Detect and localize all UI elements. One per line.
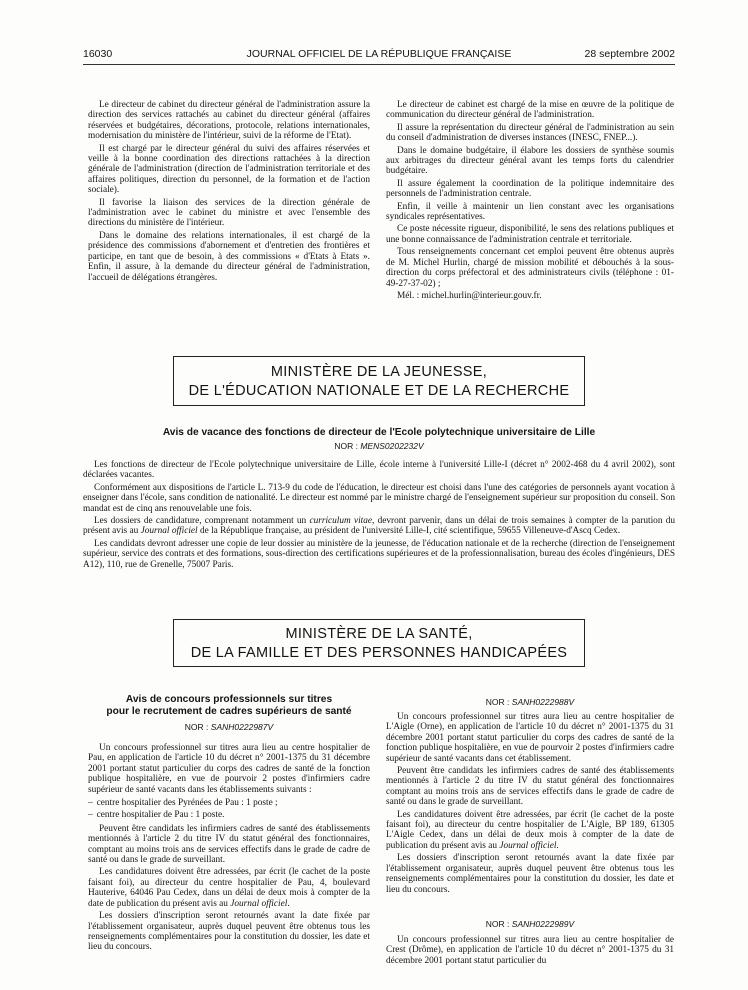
paragraph: Les dossiers d'inscription seront retournés avant la date fixée par l'établissement organisateur, auprès duquel peuvent être obtenus tous les renseignements complémentaires pour la constitution du dossier, les date et lieu du concours. — [386, 853, 674, 895]
paragraph: Il assure également la coordination de la politique indemnitaire des personnels de l'administration centrale. — [386, 178, 674, 200]
paragraph: Les fonctions de directeur de l'Ecole polytechnique universitaire de Lille, école interne à l'université Lille-I (décret n° 2002-468 du 4 avril 2002), sont déclarées vacantes. — [83, 460, 675, 481]
paragraph: Peuvent être candidats les infirmiers cadres de santé des établissements mentionnés à l'article 2 du titre IV du statut général des fonctionnaires comptant au moins trois ans de services effectifs dans le grade de cadre de santé ou dans le grade de surveillant. — [386, 766, 674, 808]
list-item-text: centre hospitalier de Pau : 1 poste. — [96, 810, 225, 821]
paragraph — [88, 867, 370, 909]
title-line: Avis de concours professionnels sur titres — [125, 694, 333, 705]
page-header — [83, 48, 675, 62]
ministry-heading-education — [173, 356, 585, 406]
list-item — [88, 810, 370, 820]
title-line: pour le recrutement de cadres supérieurs de santé — [106, 706, 352, 717]
nor-code: MENS0202232V — [360, 441, 424, 451]
nor-reference — [386, 919, 674, 929]
paragraph — [83, 516, 675, 537]
text-run: Les dossiers de candidature, comprenant notamment un — [94, 516, 310, 527]
notice-title — [88, 694, 370, 718]
nor-reference — [88, 722, 370, 732]
text-run: , devront parvenir, dans un délai de trois semaines à compter de la parution du présent avis au — [83, 516, 675, 537]
notice-title: Avis de vacance des fonctions de directeur de l'Ecole polytechnique universitaire de Lille — [162, 427, 596, 438]
nor-code: SANH0222988V — [511, 697, 575, 707]
list-dash: – — [88, 798, 93, 809]
nor-label: NOR : — [334, 441, 358, 451]
ministry-line: MINISTÈRE DE LA SANTÉ, — [285, 626, 473, 642]
paragraph: Peuvent être candidats les infirmiers cadres de santé des établissements mentionnés à l'article 2 du titre IV du statut général des fonctionnaires, comptant au moins trois ans de services effectifs dans le grade de cadre de santé ou dans le grade de surveillant. — [88, 823, 370, 866]
paragraph: Un concours professionnel sur titres aura lieu au centre hospitalier de Pau, en application de l'article 10 du décret n° 2001-1375 du 31 décembre 2001 portant statut particulier du corps des cadres de santé de la fonction publique hospitalière, en vue de pourvoir 2 postes d'infirmiers cadre supérieur de santé vacants dans les établissements suivants : — [88, 743, 370, 795]
top-left-column — [88, 100, 370, 285]
nor-reference — [386, 697, 674, 707]
ministry-heading-health — [173, 619, 585, 667]
nor-reference — [83, 441, 675, 451]
email-line: Mél. : michel.hurlin@interieur.gouv.fr. — [397, 290, 542, 301]
notice-body-right-continued — [386, 935, 674, 968]
paragraph: Un concours professionnel sur titres aura lieu au centre hospitalier de Crest (Drôme), en application de l'article 10 du décret n° 2001-1375 du 31 décembre 2001 portant statut particulier du — [386, 935, 674, 966]
notice-body-left — [88, 743, 370, 955]
nor-label: NOR : — [184, 722, 209, 732]
paragraph: Dans le domaine des relations internationales, il est chargé de la présidence des commissions d'abornement et d'entretien des frontières et participe, en tant que de besoin, à des commissions « d'Etats à Etats ». Enfin, il assure, à la demande du directeur général de l'administration, l'accueil de délégations étrangères. — [88, 230, 370, 283]
paragraph: Le directeur de cabinet est chargé de la mise en œuvre de la politique de communication du directeur général de l'administration. — [386, 100, 674, 121]
page-number: 16030 — [83, 48, 113, 60]
list-item — [88, 798, 370, 808]
paragraph: Il est chargé par le directeur général du suivi des affaires réservées et veille à la bonne coordination des directions rattachées à la direction générale de l'administration (direction de l'administration territoriale et des affaires politiques, direction du personnel, de la formation et de l'action sociale). — [88, 143, 370, 196]
ministry-line: DE L'ÉDUCATION NATIONALE ET DE LA RECHERCHE — [188, 383, 570, 399]
nor-code: SANH0222989V — [511, 919, 575, 929]
nor-code: SANH0222987V — [210, 722, 274, 732]
header-rule — [83, 64, 675, 65]
paragraph: Tous renseignements concernant cet emploi peuvent être obtenus auprès de M. Michel Hurlin, chargé de mission mobilité et débouchés à la sous-direction du corps préfectoral et des administrateurs civils (téléphone : 01-49-27-37-02) ; — [386, 247, 674, 289]
ministry-line: DE LA FAMILLE ET DES PERSONNES HANDICAPÉES — [190, 645, 568, 661]
top-right-column — [386, 100, 674, 303]
italic-run: curriculum vitae — [309, 516, 373, 527]
ministry-line: MINISTÈRE DE LA JEUNESSE, — [270, 364, 488, 380]
paragraph: Dans le domaine budgétaire, il élabore les dossiers de synthèse soumis aux arbitrages du directeur général avant les temps forts du calendrier budgétaire. — [386, 145, 674, 177]
notice-body-right — [386, 712, 674, 897]
paragraph — [386, 810, 674, 852]
paragraph: Enfin, il veille à maintenir un lien constant avec les organisations syndicales représentatives. — [386, 201, 674, 223]
list-item-text: centre hospitalier des Pyrénées de Pau : 1 poste ; — [96, 798, 278, 809]
paragraph: Il assure la représentation du directeur général de l'administration au sein du conseil d'administration de diverses instances (INESC, FNEP...). — [386, 122, 674, 144]
text-run: Les candidatures doivent être adressées, par écrit (le cachet de la poste faisant foi), au directeur du centre hospitalier de L'Aigle, BP 189, 61305 L'Aigle Cedex, dans un délai de deux mois à compter de la date de publication du présent avis au — [386, 809, 674, 851]
paragraph: Les dossiers d'inscription seront retournés avant la date fixée par l'établissement organisateur, auprès duquel peuvent être obtenus tous les renseignements complémentaires pour la constitution du dossier, les date et lieu du concours. — [88, 911, 370, 953]
paragraph: Un concours professionnel sur titres aura lieu au centre hospitalier de L'Aigle (Orne), en application de l'article 10 du décret n° 2001-1375 du 31 décembre 2001 portant statut particulier du corps des cadres de santé de la fonction publique hospitalière, en vue de pourvoir 2 postes d'infirmiers cadre supérieur de santé vacants dans cet établissement. — [386, 712, 674, 764]
nor-label: NOR : — [485, 919, 510, 929]
publication-date: 28 septembre 2002 — [584, 48, 675, 60]
list-dash: – — [88, 810, 93, 821]
paragraph: Le directeur de cabinet du directeur général de l'administration assure la direction des services rattachés au cabinet du directeur général (affaires réservées et budgétaires, décorations, protocole, relations internationales, modernisation du ministère de l'intérieur, suivi de la réforme de l'Etat). — [88, 100, 370, 142]
nor-label: NOR : — [485, 697, 510, 707]
text-run: . — [287, 898, 290, 909]
italic-run: Journal officiel — [230, 898, 288, 909]
paragraph: Les candidats devront adresser une copie de leur dossier au ministère de la jeunesse, de l'éducation nationale et de la recherche (direction de l'enseignement supérieur, service des contrats et des formations, sous-direction des certifications supérieures et de la professionnalisation, bureau des écoles d'ingénieurs, DES A12), 110, rue de Grenelle, 75007 Paris. — [83, 538, 675, 570]
text-run: de la République française, au président de l'université Lille-I, cité scientifique, 59655 Villeneuve-d'Ascq Cedex. — [197, 526, 621, 537]
italic-run: Journal officiel — [499, 840, 557, 851]
journal-title: JOURNAL OFFICIEL DE LA RÉPUBLIQUE FRANÇAISE — [246, 48, 512, 60]
paragraph: Ce poste nécessite rigueur, disponibilité, le sens des relations publiques et une bonne connaissance de l'administration centrale et territoriale. — [386, 224, 674, 245]
paragraph: Conformément aux dispositions de l'article L. 713-9 du code de l'éducation, le directeur est choisi dans l'une des catégories de personnels ayant vocation à enseigner dans l'école, sans condition de nationalité. Le directeur est nommé par le ministre chargé de l'enseignement supérieur sur proposition du conseil. Son mandat est de cinq ans renouvelable une fois. — [83, 482, 675, 514]
italic-run: Journal officiel — [140, 526, 198, 537]
paragraph: Il favorise la liaison des services de la direction générale de l'administration avec le cabinet du ministre et avec l'ensemble des directions du ministère de l'intérieur. — [88, 197, 370, 229]
establishment-list — [88, 798, 370, 821]
text-run: . — [556, 840, 559, 851]
text-run: Les candidatures doivent être adressées, par écrit (le cachet de la poste faisant foi), au directeur du centre hospitalier de Pau, 4, boulevard Hauterive, 64046 Pau Cedex, dans un délai de deux mois à compter de la date de publication du présent avis au — [88, 867, 370, 909]
notice-body — [83, 460, 675, 572]
